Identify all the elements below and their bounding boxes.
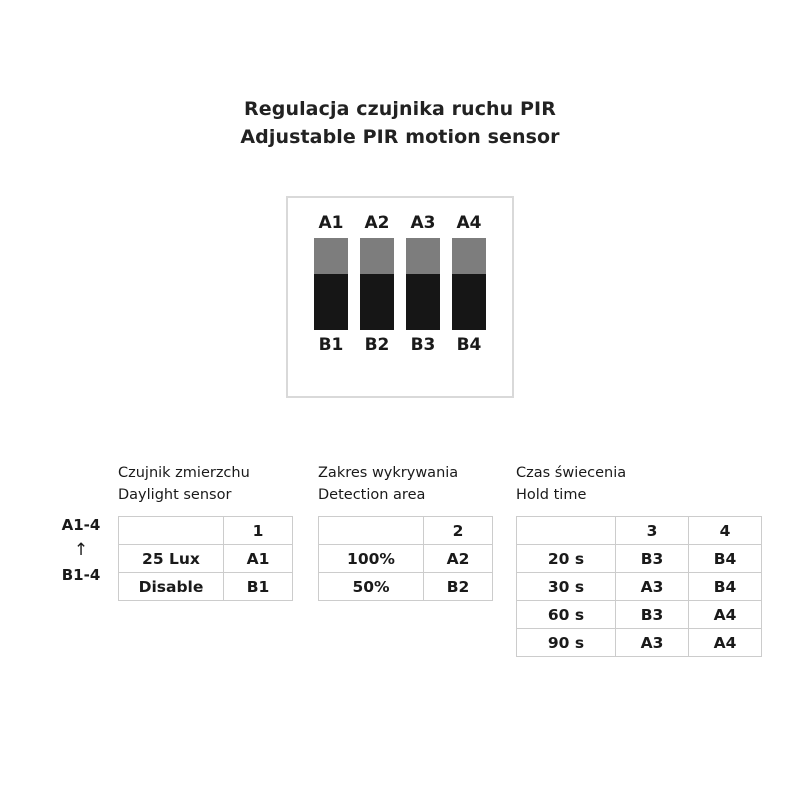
dip-switch-2-lever-icon (360, 238, 394, 274)
cell: A3 (616, 629, 689, 657)
dip-switch-2-body (360, 238, 394, 330)
dip-switch-3-top-label: A3 (410, 213, 436, 233)
table-row (517, 517, 762, 545)
dip-switch-3-bottom-label: B3 (410, 335, 436, 355)
cell: A3 (616, 573, 689, 601)
page-title-line-en: Adjustable PIR motion sensor (240, 126, 560, 148)
arrow-up-icon: ↑ (73, 540, 89, 560)
dip-switch-diagram (286, 196, 514, 398)
cell: Disable (119, 573, 224, 601)
table-row (119, 517, 293, 545)
cell (517, 517, 616, 545)
cell: A4 (689, 629, 762, 657)
cell: 3 (616, 517, 689, 545)
page-title-line-pl: Regulacja czujnika ruchu PIR (244, 98, 556, 120)
cell: 1 (224, 517, 293, 545)
dip-switch-2-top-label: A2 (364, 213, 390, 233)
cell: 50% (319, 573, 424, 601)
cell: 20 s (517, 545, 616, 573)
table-row (319, 545, 493, 573)
switch-position-legend (52, 515, 110, 585)
cell: 90 s (517, 629, 616, 657)
dip-switch-2-bottom-label: B2 (364, 335, 390, 355)
cell: 4 (689, 517, 762, 545)
section-heading-daylight-pl: Czujnik zmierzchu (118, 465, 250, 481)
cell: 2 (424, 517, 493, 545)
table-row (517, 545, 762, 573)
switch-position-down-label: B1-4 (61, 566, 101, 584)
cell: 30 s (517, 573, 616, 601)
dip-switch-4-top-label: A4 (456, 213, 482, 233)
cell: B2 (424, 573, 493, 601)
dip-switch-1-lever-icon (314, 238, 348, 274)
table-row (119, 573, 293, 601)
section-heading-detection (318, 462, 458, 506)
dip-switch-4 (452, 212, 486, 356)
dip-switch-1 (314, 212, 348, 356)
table-row (319, 517, 493, 545)
section-heading-detection-en: Detection area (318, 487, 426, 503)
section-heading-daylight-en: Daylight sensor (118, 487, 232, 503)
cell: A4 (689, 601, 762, 629)
cell: 100% (319, 545, 424, 573)
cell: A1 (224, 545, 293, 573)
dip-switch-1-bottom-label: B1 (318, 335, 344, 355)
dip-switch-row (314, 212, 486, 356)
section-heading-daylight (118, 462, 250, 506)
cell (319, 517, 424, 545)
dip-switch-1-top-label: A1 (318, 213, 344, 233)
dip-switch-3 (406, 212, 440, 356)
cell: B3 (616, 545, 689, 573)
cell: A2 (424, 545, 493, 573)
cell (119, 517, 224, 545)
table-row (517, 629, 762, 657)
switch-position-up-label: A1-4 (61, 516, 101, 534)
section-heading-hold-pl: Czas świecenia (516, 465, 627, 481)
dip-switch-4-lever-icon (452, 238, 486, 274)
dip-switch-3-lever-icon (406, 238, 440, 274)
table-detection-area (318, 516, 493, 601)
cell: B3 (616, 601, 689, 629)
dip-switch-1-body (314, 238, 348, 330)
cell: 25 Lux (119, 545, 224, 573)
table-row (319, 573, 493, 601)
table-row (517, 573, 762, 601)
table-row (119, 545, 293, 573)
dip-switch-4-bottom-label: B4 (456, 335, 482, 355)
table-row (517, 601, 762, 629)
cell: B4 (689, 573, 762, 601)
page-title (0, 95, 800, 151)
cell: B1 (224, 573, 293, 601)
dip-switch-2 (360, 212, 394, 356)
cell: B4 (689, 545, 762, 573)
dip-switch-4-body (452, 238, 486, 330)
section-heading-hold-en: Hold time (516, 487, 587, 503)
table-daylight-sensor (118, 516, 293, 601)
dip-switch-3-body (406, 238, 440, 330)
cell: 60 s (517, 601, 616, 629)
table-hold-time (516, 516, 762, 657)
section-heading-hold (516, 462, 626, 506)
section-heading-detection-pl: Zakres wykrywania (318, 465, 459, 481)
